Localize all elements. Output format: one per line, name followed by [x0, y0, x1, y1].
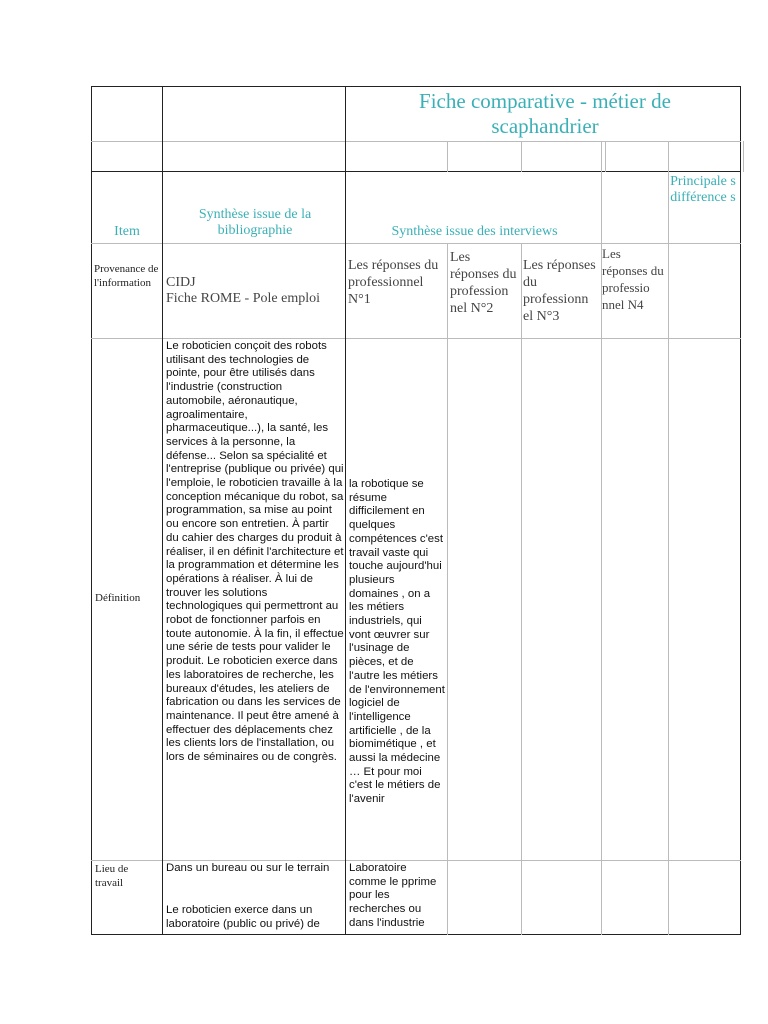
lieu-pro-1: Laboratoire comme le pprime pour les recherches ou dans l'industrie — [349, 862, 437, 929]
header-differences: Principale s différence s — [670, 174, 736, 205]
header-interviews: Synthèse issue des interviews — [391, 224, 558, 239]
provenance-pro-1: Les réponses du professionnel N°1 — [348, 258, 439, 307]
row-label-lieu: Lieu de travail — [95, 863, 129, 889]
provenance-pro-3: Les réponses du professionn el N°3 — [523, 258, 596, 324]
definition-biblio: Le roboticien conçoit des robots utilisant des technologies de pointe, pour être utilisés dans l'industrie (construction automobile, aéronautique, agroalimentaire, pharmaceutique...), la santé, les services à la personne, la défense... Selon sa spécialité et l'entreprise (publique ou privée) qui l'emploie, le roboticien travaille à la conception mécanique du robot, sa programmation, sa mise au point ou encore son entretien. À partir du cahier des charges du produit à réaliser, il en définit l'architecture et la programmation et détermine les opérations à réaliser. À lui de trouver les solutions technologiques qui permettront au robot de fonctionner parfois en toute autonomie. À la fin, il effectue une série de tests pour valider le produit. Le roboticien exerce dans les laboratoires de recherche, les bureaux d'études, les ateliers de fabrication ou dans les services de maintenance. Il peut être amené à effectuer des déplacements chez les clients lors de l'installation, ou lors de séminaires ou de congrès. — [166, 340, 344, 764]
row-label-definition: Définition — [95, 592, 141, 604]
provenance-pro-4: Les réponses du professio nnel N4 — [602, 246, 664, 312]
lieu-biblio-2: Le roboticien exerce dans un laboratoire (public ou privé) de — [166, 904, 320, 930]
header-biblio: Synthèse issue de la bibliographie — [198, 207, 312, 238]
lieu-biblio-1: Dans un bureau ou sur le terrain — [166, 862, 330, 874]
header-item: Item — [114, 224, 140, 239]
definition-pro-1: la robotique se résume difficilement en quelques compétences c'est travail vaste qui touche aujourd'hui plusieurs domaines , on a les métiers industriels, qui vont œuvrer sur l'usinage de pièces, et de l'autre les métiers de l'environnement logiciel de l'intelligence artificielle , de la biomimétique , et aussi la médecine … Et pour moi c'est le métiers de l'avenir — [349, 478, 445, 806]
provenance-biblio: CIDJ Fiche ROME - Pole emploi — [166, 275, 320, 306]
row-label-provenance: Provenance de l'information — [94, 263, 159, 289]
provenance-pro-2: Les réponses du profession nel N°2 — [450, 250, 517, 316]
document-title: Fiche comparative - métier de scaphandrier — [419, 89, 671, 138]
